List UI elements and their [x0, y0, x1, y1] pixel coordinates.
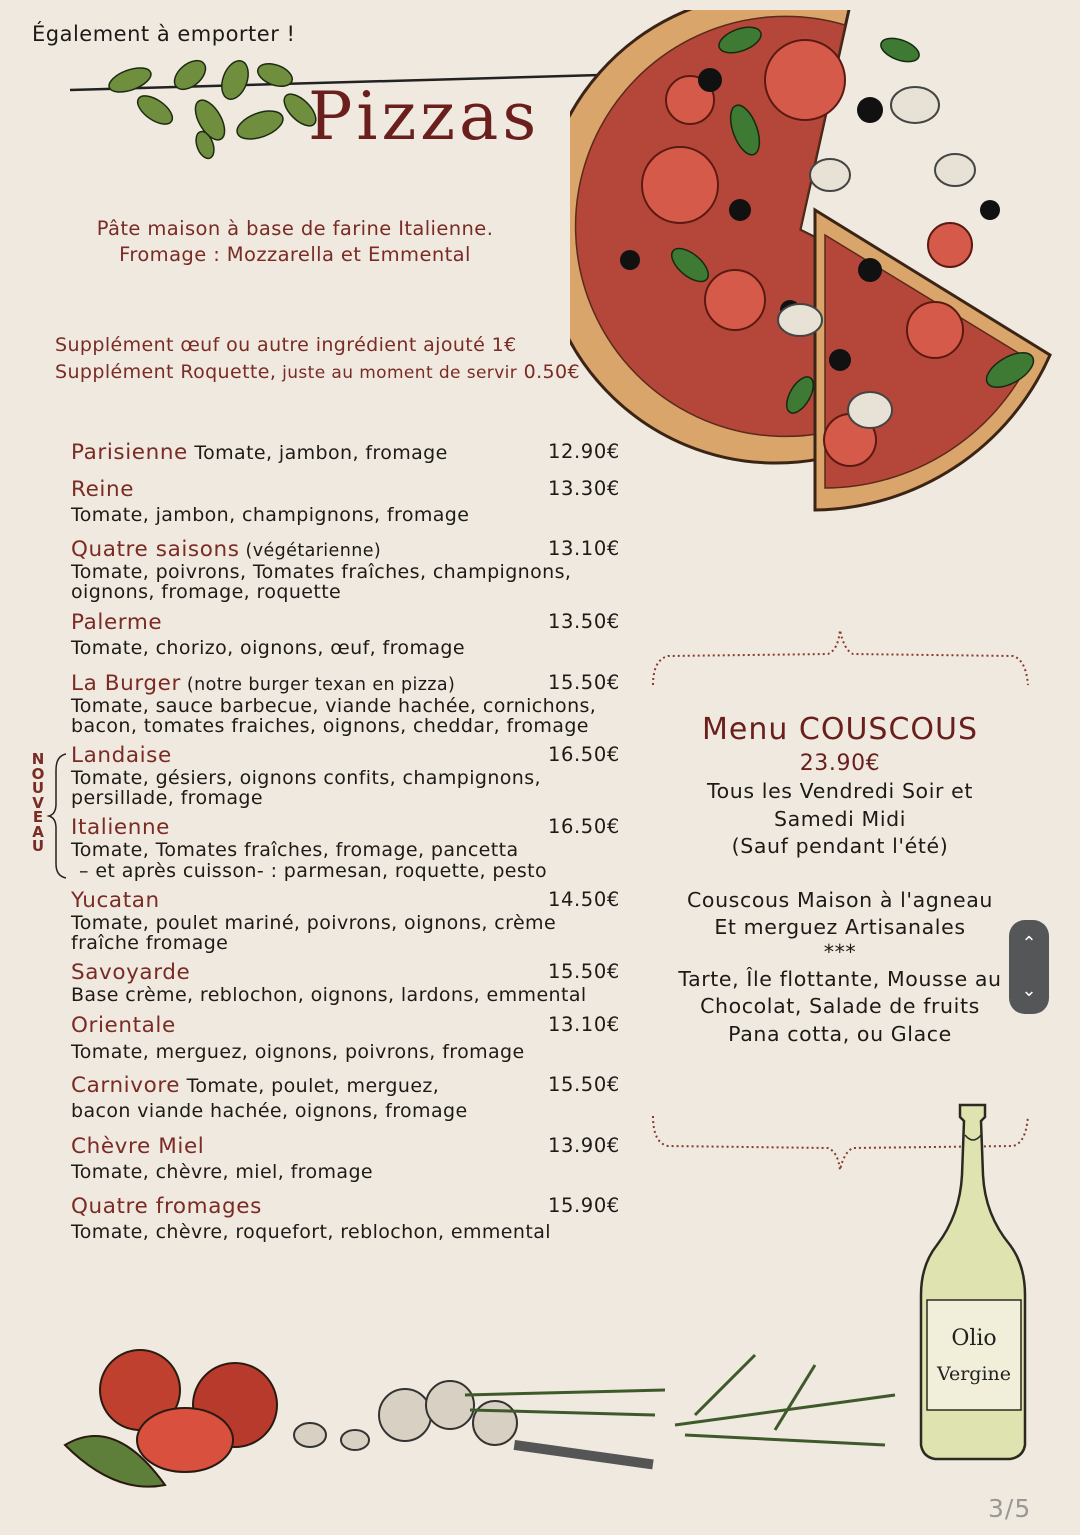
couscous-frame-top	[648, 620, 1033, 690]
couscous-price: 23.90€	[799, 751, 881, 776]
pizza-price: 13.10€	[548, 537, 620, 560]
couscous-dessert: Pana cotta, ou Glace	[728, 1021, 952, 1046]
couscous-schedule: (Sauf pendant l'été)	[731, 834, 949, 858]
pizza-name: Chèvre Miel	[71, 1134, 205, 1159]
pizza-illustration	[570, 10, 1080, 530]
nouveau-letter: U	[31, 837, 45, 855]
pizza-desc: bacon viande hachée, oignons, fromage	[71, 1100, 468, 1122]
pizza-item-landaise	[71, 743, 626, 808]
couscous-schedule: Tous les Vendredi Soir et	[707, 779, 973, 803]
couscous-dish: Couscous Maison à l'agneau	[687, 887, 993, 912]
olive-oil-bottle-illustration	[915, 1095, 1030, 1465]
nouveau-letter: A	[32, 822, 44, 841]
couscous-dessert: Tarte, Île flottante, Mousse au	[678, 966, 1002, 991]
pizza-price: 14.50€	[548, 888, 620, 911]
pizza-item-carnivore	[71, 1073, 626, 1121]
nouveau-letter: V	[32, 793, 44, 812]
pizza-desc: Tomate, sauce barbecue, viande hachée, cornichons,	[71, 695, 597, 717]
couscous-schedule: Samedi Midi	[773, 806, 907, 831]
dough-line: Pâte maison à base de farine Italienne.	[96, 217, 494, 240]
pizza-desc: Tomate, chèvre, roquefort, reblochon, emmental	[71, 1221, 551, 1243]
pizza-desc: Tomate, chorizo, oignons, œuf, fromage	[71, 637, 465, 659]
pizza-item-palerme	[71, 610, 626, 658]
pizza-name: Quatre saisons	[71, 537, 240, 562]
pizza-desc: Tomate, Tomates fraîches, fromage, pancetta	[71, 839, 519, 861]
pizza-name: Parisienne	[71, 440, 188, 465]
couscous-dish: Et merguez Artisanales	[714, 915, 966, 939]
pizza-desc: Tomate, gésiers, oignons confits, champignons,	[71, 767, 541, 789]
pizza-name: La Burger	[71, 671, 181, 696]
pizza-price: 15.50€	[548, 671, 620, 694]
supplement-egg: Supplément œuf ou autre ingrédient ajouté 1€	[55, 334, 517, 356]
couscous-title: Menu COUSCOUS	[701, 712, 979, 747]
nouveau-letter: O	[31, 764, 45, 783]
new-items-brace	[46, 752, 70, 880]
pizza-item-savoyarde	[71, 960, 626, 1005]
pizza-price: 15.50€	[548, 960, 620, 983]
pizza-name: Carnivore	[71, 1073, 181, 1098]
nouveau-letter: N	[31, 750, 45, 768]
pizza-item-orientale	[71, 1013, 626, 1062]
pizza-price: 13.50€	[548, 610, 620, 633]
scroll-control	[1009, 920, 1049, 1014]
pizza-inline-desc: Tomate, poulet, merguez,	[180, 1075, 440, 1097]
nouveau-label	[30, 752, 46, 854]
pizza-name: Quatre fromages	[71, 1194, 262, 1219]
takeaway-note: Également à emporter !	[32, 22, 296, 46]
nouveau-letters	[30, 752, 46, 854]
couscous-separator: ***	[823, 939, 857, 964]
pizza-price: 16.50€	[548, 815, 620, 838]
supplements	[55, 332, 580, 387]
scroll-down-button[interactable]	[1009, 967, 1049, 1014]
scroll-up-button[interactable]	[1009, 920, 1049, 967]
bottle-label-top: Olio	[951, 1326, 997, 1351]
supplement-rocket: Supplément Roquette, juste au moment de servir 0.50€	[55, 361, 581, 383]
pizza-desc: Tomate, poivrons, Tomates fraîches, champignons,	[71, 561, 572, 583]
pizza-price: 16.50€	[548, 743, 620, 766]
chevron-up-icon: ⌃	[1021, 933, 1037, 954]
pizza-item-chevre-miel	[71, 1134, 626, 1182]
page-indicator: 3/5	[988, 1494, 1032, 1523]
pizza-price: 12.90€	[548, 440, 620, 463]
pizza-desc: Base crème, reblochon, oignons, lardons, emmental	[71, 984, 587, 1006]
page-title: Pizzas	[308, 78, 541, 155]
pizza-item-reine	[71, 477, 626, 525]
pizza-price: 15.90€	[548, 1194, 620, 1217]
pizza-name: Savoyarde	[71, 960, 191, 985]
pizza-desc: bacon, tomates fraiches, oignons, cheddar, fromage	[71, 715, 589, 737]
pizza-name: Orientale	[71, 1013, 176, 1038]
nouveau-letter: E	[32, 808, 44, 826]
nouveau-letter: U	[31, 779, 45, 797]
pizza-note: – et après cuisson- : parmesan, roquette, pesto	[79, 860, 548, 882]
pizza-desc: Tomate, jambon, champignons, fromage	[71, 504, 470, 526]
pizza-name: Italienne	[71, 815, 171, 840]
pizza-name: Landaise	[71, 743, 172, 768]
vegetables-illustration	[55, 1335, 925, 1505]
chevron-down-icon: ⌄	[1021, 980, 1037, 1001]
couscous-menu	[650, 712, 1030, 1048]
pizza-desc: Tomate, chèvre, miel, fromage	[71, 1161, 373, 1183]
pizza-name: Yucatan	[71, 888, 160, 913]
bottle-label-bottom: Vergine	[936, 1363, 1012, 1385]
pizza-price: 15.50€	[548, 1073, 620, 1096]
pizza-desc: oignons, fromage, roquette	[71, 581, 342, 603]
pizza-item-yucatan	[71, 888, 626, 953]
pizza-price: 13.90€	[548, 1134, 620, 1157]
pizza-name: Reine	[71, 477, 135, 502]
dough-info	[60, 216, 530, 268]
pizza-price: 13.30€	[548, 477, 620, 500]
pizza-inline-desc: (végétarienne)	[239, 541, 382, 561]
pizza-desc: fraîche fromage	[71, 932, 229, 954]
pizza-inline-desc: Tomate, jambon, fromage	[187, 442, 448, 464]
pizza-price: 13.10€	[548, 1013, 620, 1036]
pizza-item-parisienne	[71, 440, 626, 465]
couscous-dessert: Chocolat, Salade de fruits	[700, 994, 980, 1018]
pizza-item-la-burger	[71, 671, 626, 736]
cheese-line: Fromage : Mozzarella et Emmental	[119, 243, 471, 266]
pizza-item-quatre-fromages	[71, 1194, 626, 1242]
pizza-name: Palerme	[71, 610, 163, 635]
pizza-desc: Tomate, merguez, oignons, poivrons, fromage	[71, 1041, 525, 1063]
pizza-item-quatre-saisons	[71, 537, 626, 602]
pizza-inline-desc: (notre burger texan en pizza)	[180, 675, 456, 695]
pizza-desc: persillade, fromage	[71, 787, 263, 809]
pizza-desc: Tomate, poulet mariné, poivrons, oignons, crème	[71, 912, 557, 934]
pizza-item-italienne	[71, 815, 626, 882]
